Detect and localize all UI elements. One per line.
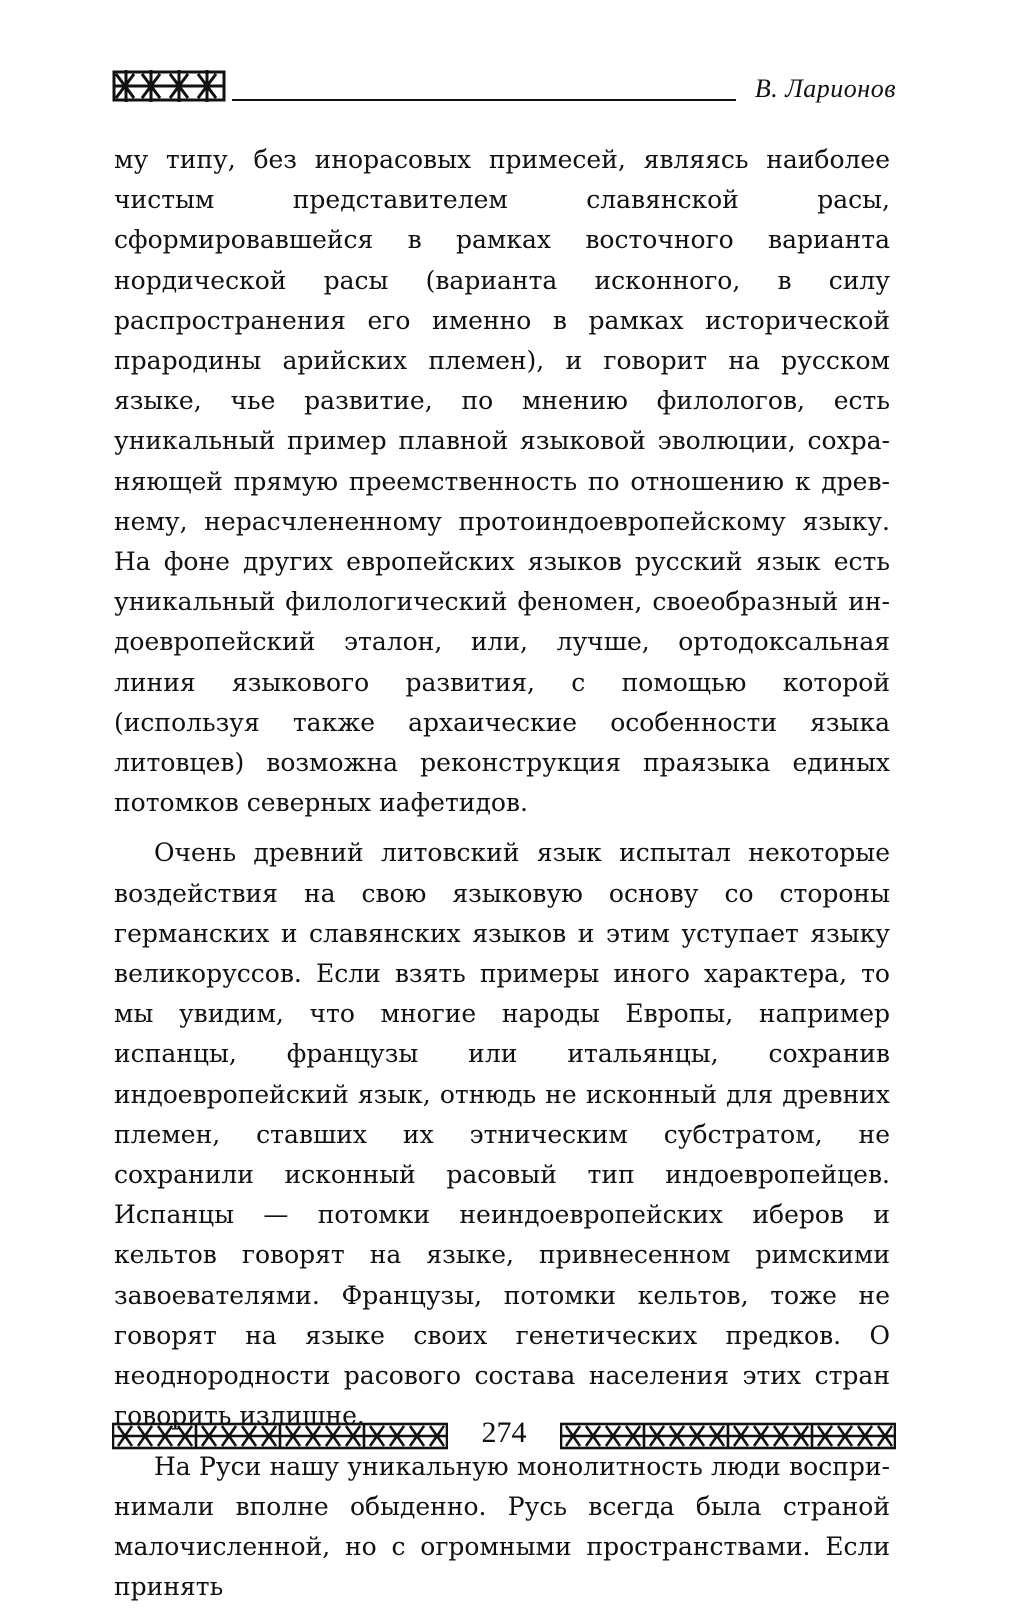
paragraph-3: На Руси нашу уникальную монолитность люди воспринимали вполне обыденно. Русь всегда была страной малочисленной, но с огромными пространствами. Если принять — [114, 1451, 890, 1602]
running-footer — [112, 1416, 896, 1456]
body-text — [114, 140, 890, 1617]
running-header — [112, 66, 896, 106]
paragraph-1: му типу, без инорасовых примесей, являясь наиболее чистым представителем славянской расы, сформировавшейся в рамках восточного варианта нордической расы (варианта исконного, в силу распространения его именно в рамках исторической прародины арийских племен), и говорит на русском языке, чье развитие, по мнению филологов, есть уникальный пример плавной языковой эволюции, сохраняющей прямую преемственность по отношению к древнему, нерасчлененному протоиндоевропейскому языку. На фоне других европейских языков русский язык есть уникальный филологический феномен, своеобразный индоевропейский эталон, или, лучше, ортодоксальная линия языкового развития, с помощью которой (используя также архаические особенности языка литовцев) возможна реконструкция праязыка единых потомков северных иафетидов. — [114, 145, 890, 818]
knot-ornament-icon — [560, 1422, 896, 1450]
author-name: В. Ларионов — [754, 74, 896, 103]
page-number: 274 — [481, 1416, 527, 1449]
paragraph-2: Очень древний литовский язык испытал некоторые воздействия на свою языковую основу со стороны германских и славянских языков и этим уступает языку великоруссов. Если взять примеры иного характера, то мы увидим, что многие народы Европы, например испанцы, французы или итальянцы, сохранив индоевропейский язык, отнюдь не исконный для древних племен, ставших их этническим субстратом, не сохранили исконный расовый тип индоевропейцев. Испанцы — потомки неиндоевропейских иберов и кельтов говорят на языке, привнесенном римскими завоевателями. Французы, потомки кельтов, тоже не говорят на языке своих генетических предков. О неоднородности расового состава населения этих стран говорить излишне. — [114, 838, 890, 1431]
knot-ornament-icon — [112, 68, 228, 104]
header-rule — [232, 99, 736, 101]
